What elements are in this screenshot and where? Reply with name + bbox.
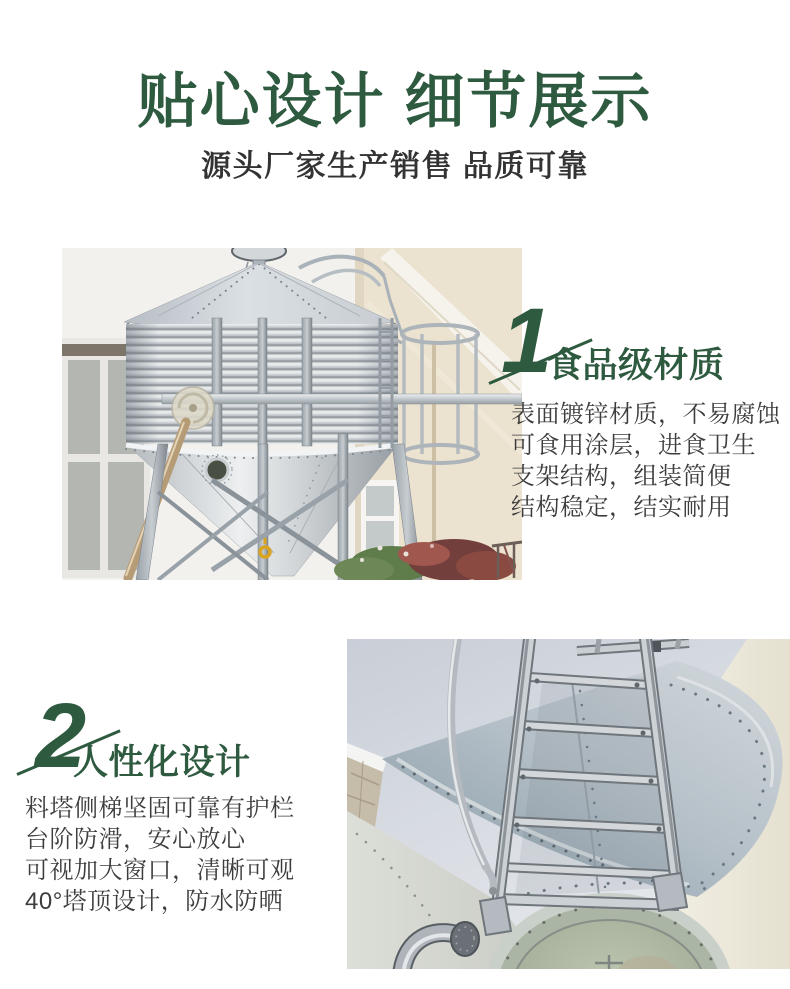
feature-humanized-design-section xyxy=(15,685,315,805)
feature-number: 2 xyxy=(35,685,87,787)
feature-description-line: 料塔侧梯坚固可靠有护栏 xyxy=(25,795,295,822)
feature-description-line: 结构稳定，结实耐用 xyxy=(511,494,732,521)
feature-description-line: 可视加大窗口，清晰可观 xyxy=(25,857,295,884)
feature-description-line: 40°塔顶设计，防水防晒 xyxy=(25,888,284,915)
feature-description-line: 台阶防滑，安心放心 xyxy=(25,826,246,853)
page-subtitle: 源头厂家生产销售 品质可靠 xyxy=(201,150,589,183)
feature-description-line: 表面镀锌材质，不易腐蚀 xyxy=(511,401,781,428)
feature-description-line: 可食用涂层，进食卫生 xyxy=(511,432,756,459)
page-title: 贴心设计 细节展示 xyxy=(137,68,653,135)
feature-description xyxy=(511,399,781,523)
feature-number: 1 xyxy=(501,290,553,392)
feature-description xyxy=(25,793,295,917)
ladder-photo xyxy=(347,639,790,969)
feature-food-grade-section xyxy=(495,290,790,410)
feature-heading: 食品级材质 xyxy=(547,346,725,385)
feature-description-line: 支架结构，组装简便 xyxy=(511,463,732,490)
feature-heading: 人性化设计 xyxy=(73,743,251,782)
silo-photo xyxy=(62,248,522,580)
